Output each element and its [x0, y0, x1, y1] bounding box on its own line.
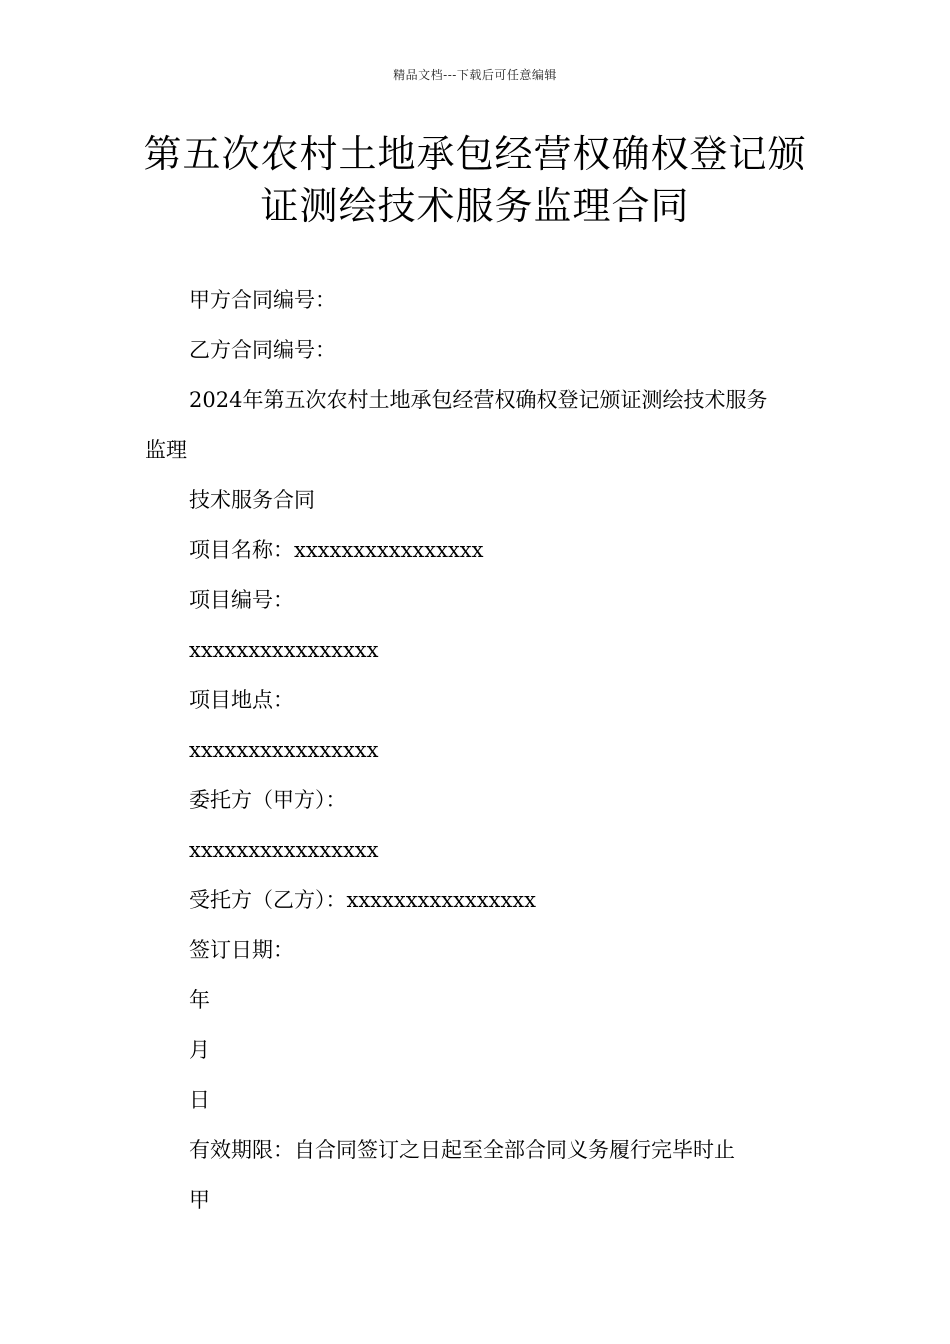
document-title: [60, 128, 890, 232]
contract-subject-continuation: 监理: [145, 438, 187, 462]
date-year: 年: [189, 988, 210, 1012]
project-location-value: xxxxxxxxxxxxxxxx: [189, 738, 379, 762]
project-number-value: xxxxxxxxxxxxxxxx: [189, 638, 379, 662]
project-number-label: 项目编号：: [189, 588, 294, 612]
project-name: 项目名称：xxxxxxxxxxxxxxxx: [189, 538, 484, 562]
title-line-2: 证测绘技术服务监理合同: [260, 184, 690, 228]
validity-period: 有效期限：自合同签订之日起至全部合同义务履行完毕时止: [189, 1138, 735, 1162]
project-location-label: 项目地点：: [189, 688, 294, 712]
contract-subject-line: 2024年第五次农村土地承包经营权确权登记颁证测绘技术服务: [189, 388, 768, 412]
party-b-contract-no: 乙方合同编号：: [189, 338, 336, 362]
date-month: 月: [189, 1038, 210, 1062]
party-a-start: 甲: [189, 1188, 210, 1212]
contract-type: 技术服务合同: [189, 488, 315, 512]
client-party-a-value: xxxxxxxxxxxxxxxx: [189, 838, 379, 862]
client-party-a-label: 委托方（甲方）：: [189, 788, 347, 812]
date-day: 日: [189, 1088, 210, 1112]
title-line-1: 第五次农村土地承包经营权确权登记颁: [143, 132, 807, 176]
contractor-party-b: 受托方（乙方）：xxxxxxxxxxxxxxxx: [189, 888, 536, 912]
header-note: 精品文档---下载后可任意编辑: [393, 68, 557, 82]
signing-date-label: 签订日期：: [189, 938, 294, 962]
party-a-contract-no: 甲方合同编号：: [189, 288, 336, 312]
